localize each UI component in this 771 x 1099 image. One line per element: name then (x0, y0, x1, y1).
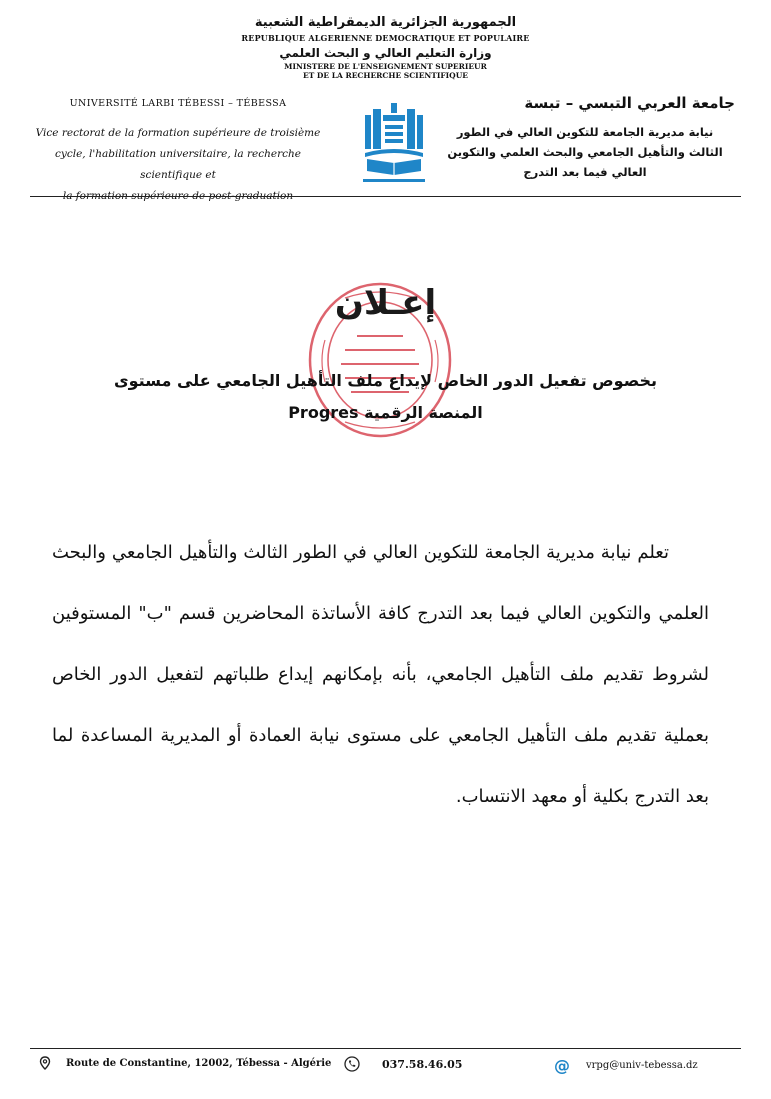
footer-divider (30, 1048, 741, 1049)
vice-rectorate-ar-line2: الثالث والتأهيل الجامعي والبحث العلمي والتكوين (447, 145, 723, 159)
phone-icon (344, 1056, 360, 1072)
republic-name-fr: REPUBLIQUE ALGERIENNE DEMOCRATIQUE ET POPULAIRE (241, 33, 530, 43)
university-name-ar: جامعة العربي التبسي – تبسة (524, 94, 735, 112)
vice-rectorate-fr-line2: cycle, l'habilitation universitaire, la recherche scientifique et (55, 148, 301, 181)
address-text: Route de Constantine, 12002, Tébessa - Algérie (66, 1057, 332, 1069)
announcement-body (52, 522, 709, 827)
vice-rectorate-fr-line1: Vice rectorat de la formation supérieure de troisième (35, 127, 321, 139)
vice-rectorate-ar-line1: نيابة مديرية الجامعة للتكوين العالي في الطور (456, 125, 714, 139)
university-logo (361, 101, 427, 187)
ministry-name-fr-line1: MINISTERE DE L'ENSEIGNEMENT SUPERIEUR (284, 62, 487, 71)
vice-rectorate-ar-line3: العالي فيما بعد التدرج (523, 165, 647, 179)
ministry-name-fr-line2: ET DE LA RECHERCHE SCIENTIFIQUE (303, 71, 468, 80)
footer (38, 1056, 731, 1078)
subject-line2: المنصة الرقمية Progres (288, 403, 483, 422)
ministry-name-ar: وزارة التعليم العالي و البحث العلمي (279, 46, 492, 60)
footer-email (554, 1056, 698, 1075)
location-pin-icon (38, 1056, 52, 1070)
footer-address (38, 1056, 331, 1070)
vice-rectorate-fr (28, 123, 328, 207)
official-header (0, 14, 771, 80)
university-name-fr: UNIVERSITÉ LARBI TÉBESSI – TÉBESSA (69, 98, 287, 109)
announcement-title: إعـلان (334, 283, 437, 323)
header-divider (30, 196, 741, 197)
email-address: vrpg@univ-tebessa.dz (586, 1060, 698, 1071)
header-left-fr (28, 98, 328, 207)
subject-line1: بخصوص تفعيل الدور الخاص لإيداع ملف التأهيل الجامعي على مستوى (113, 371, 658, 390)
vice-rectorate-fr-line3: la formation supérieure de post-graduation (62, 190, 294, 202)
announcement-subject (60, 365, 711, 429)
at-icon: @ (554, 1056, 570, 1075)
republic-name-ar: الجمهورية الجزائرية الديمقراطية الشعبية (254, 15, 517, 30)
header-right-ar (435, 94, 735, 182)
footer-phone (344, 1056, 462, 1072)
vice-rectorate-ar (435, 122, 735, 182)
body-paragraph: تعلم نيابة مديرية الجامعة للتكوين العالي في الطور الثالث والتأهيل الجامعي والبحث العلمي والتكوين العالي فيما بعد التدرج كافة الأساتذة المحاضرين قسم "ب" المستوفين لشروط تقديم ملف التأهيل الجامعي، بأنه بإمكانهم إيداع طلباتهم لتفعيل الدور الخاص بعملية تقديم ملف التأهيل الجامعي على مستوى نيابة العمادة أو المديرية المساعدة لما بعد التدرج بكلية أو معهد الانتساب. (52, 542, 709, 807)
phone-number: 037.58.46.05 (382, 1057, 463, 1071)
